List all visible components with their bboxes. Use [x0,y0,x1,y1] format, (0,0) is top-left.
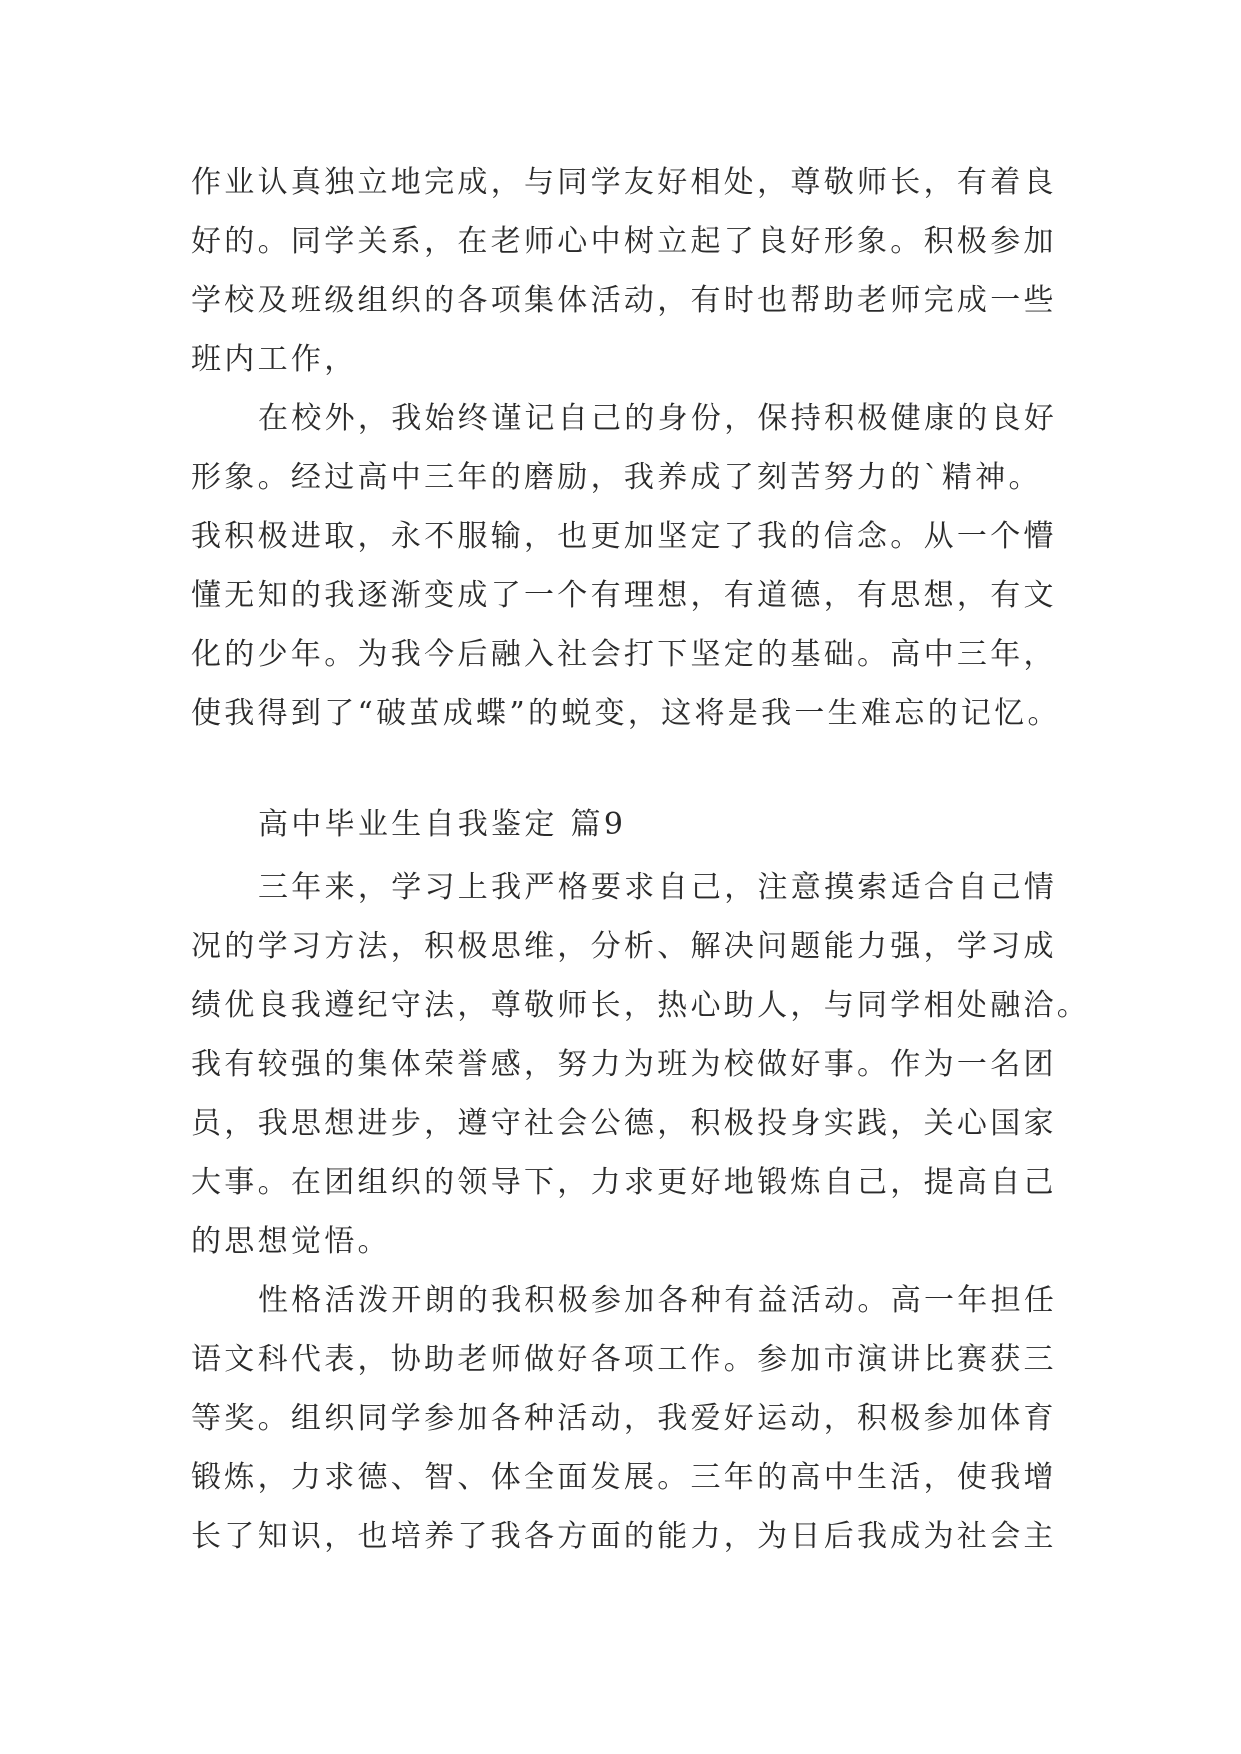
paragraph-line: 锻炼，力求德、智、体全面发展。三年的高中生活，使我增 [191,1460,1057,1495]
paragraph-line: 长了知识，也培养了我各方面的能力，为日后我成为社会主 [191,1519,1057,1554]
paragraph-line: 大事。在团组织的领导下，力求更好地锻炼自己，提高自己 [191,1165,1057,1200]
paragraph-line: 语文科代表，协助老师做好各项工作。参加市演讲比赛获三 [191,1342,1057,1377]
paragraph-line: 我有较强的集体荣誉感，努力为班为校做好事。作为一名团 [191,1047,1057,1082]
paragraph-line: 形象。经过高中三年的磨励，我养成了刻苦努力的`精神。 [191,460,1042,495]
paragraph-line: 的思想觉悟。 [191,1224,391,1259]
paragraph-outside-school [191,389,1091,743]
paragraph-continuation [191,153,1091,389]
paragraph-line: 等奖。组织同学参加各种活动，我爱好运动，积极参加体育 [191,1401,1057,1436]
paragraph-activities [191,1271,1091,1566]
paragraph-line: 好的。同学关系，在老师心中树立起了良好形象。积极参加 [191,224,1057,259]
section-heading: 高中毕业生自我鉴定 篇9 [258,807,627,842]
paragraph-line: 化的少年。为我今后融入社会打下坚定的基础。高中三年， [191,637,1057,672]
paragraph-line: 况的学习方法，积极思维，分析、解决问题能力强，学习成 [191,929,1057,964]
paragraph-line: 学校及班级组织的各项集体活动，有时也帮助老师完成一些 [191,283,1057,318]
paragraph-line: 三年来，学习上我严格要求自己，注意摸索适合自己情 [258,870,1058,905]
paragraph-line: 作业认真独立地完成，与同学友好相处，尊敬师长，有着良 [191,165,1057,200]
paragraph-line: 性格活泼开朗的我积极参加各种有益活动。高一年担任 [258,1283,1058,1318]
paragraph-line: 懂无知的我逐渐变成了一个有理想，有道德，有思想，有文 [191,578,1057,613]
paragraph-line: 在校外，我始终谨记自己的身份，保持积极健康的良好 [258,401,1058,436]
paragraph-line: 我积极进取，永不服输，也更加坚定了我的信念。从一个懵 [191,519,1057,554]
paragraph-study [191,858,1091,1271]
paragraph-line: 使我得到了“破茧成蝶”的蜕变，这将是我一生难忘的记忆。 [191,696,1061,731]
document-body [191,153,1091,1566]
paragraph-line: 员，我思想进步，遵守社会公德，积极投身实践，关心国家 [191,1106,1057,1141]
paragraph-line: 班内工作， [191,342,358,377]
paragraph-line: 绩优良我遵纪守法，尊敬师长，热心助人，与同学相处融洽。 [191,988,1091,1023]
